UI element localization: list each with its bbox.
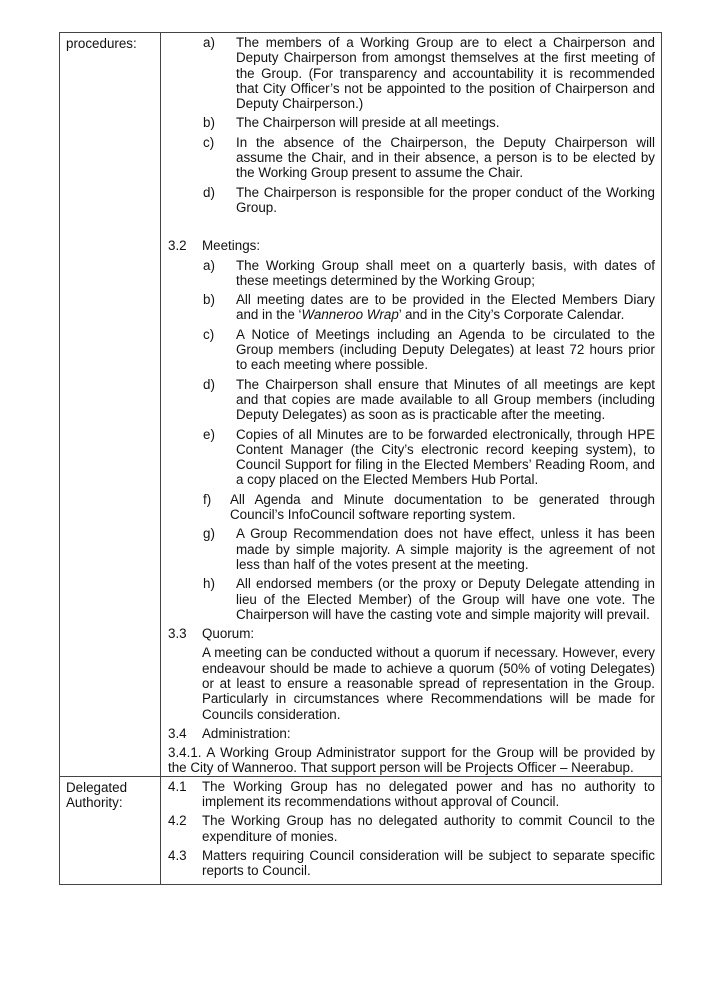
list-item: [168, 427, 655, 488]
delegated-authority-row: [60, 776, 662, 884]
section-heading-3-2: [168, 238, 655, 253]
section-heading-3-3: [168, 626, 655, 641]
section-heading-3-4: [168, 726, 655, 741]
list-item: [168, 258, 655, 289]
item-text: Copies of all Minutes are to be forwarded electronically, through HPE Content Manager (the City’s electronic record keeping system), to Council Support for filing in the Elected Members’ Reading Room, and a copy placed on the Elected Members Hub Portal.: [236, 426, 655, 488]
item-number: 4.3: [168, 847, 187, 863]
item-text: In the absence of the Chairperson, the Deputy Chairperson will assume the Chair, and in their absence, a person is to be elected by the Working Group present to assume the Chair.: [236, 134, 655, 181]
list-item: [168, 576, 655, 622]
item-text: The Working Group has no delegated authority to commit Council to the expenditure of monies.: [202, 813, 655, 844]
item-marker: d): [203, 376, 215, 392]
item-text-pre: All meeting dates are to be provided in the Elected Members Diary and in the ‘: [236, 292, 655, 323]
section-title: Administration:: [202, 725, 291, 741]
list-item: [168, 526, 655, 572]
item-marker: a): [203, 257, 215, 273]
item-marker: e): [203, 426, 215, 442]
section-title: Meetings:: [202, 238, 261, 254]
item-text: Matters requiring Council consideration will be subject to separate specific reports to Council.: [202, 847, 655, 879]
list-item: [168, 377, 655, 423]
item-number: 4.2: [168, 813, 187, 829]
item-text: All endorsed members (or the proxy or Deputy Delegate attending in lieu of the Elected Member) of the Group will have one vote. The Chairperson will have the casting vote and simple majority will prevail.: [236, 576, 655, 622]
section-title: Quorum:: [202, 626, 255, 642]
item-marker: b): [203, 115, 215, 131]
content-cell: [161, 776, 662, 884]
item-number: 4.1: [168, 778, 187, 794]
item-text: A Notice of Meetings including an Agenda to be circulated to the Group members (including Deputy Delegates) at least 72 hours prior to each meeting where possible.: [236, 326, 655, 373]
list-item: [168, 35, 655, 111]
section-number: 3.2: [168, 238, 187, 254]
item-text-italic: Wanneroo Wrap: [301, 307, 399, 323]
list-item: [168, 292, 655, 323]
numbered-item: [168, 779, 655, 810]
procedures-row: [60, 33, 662, 777]
terms-of-reference-table: [59, 32, 662, 885]
quorum-paragraph: A meeting can be conducted without a quorum if necessary. However, every endeavour should be made to achieve a quorum (50% of voting Delegates) or at least to ensure a reasonable spread of representation in the Group. Particularly in circumstances where Recommendations will be made for Councils consideration.: [202, 645, 655, 722]
item-text: The Chairperson is responsible for the proper conduct of the Working Group.: [236, 184, 655, 215]
list-item: [168, 185, 655, 216]
list-item: [168, 327, 655, 373]
list-item: [168, 492, 655, 523]
item-marker: c): [203, 134, 215, 150]
item-text: A Group Recommendation does not have effect, unless it has been made by simple majority. A simple majority is the agreement of not less than half of the votes present at the meeting.: [236, 526, 655, 572]
item-marker: d): [203, 184, 215, 200]
item-text: The Chairperson shall ensure that Minutes of all meetings are kept and that copies are made available to all Group members (including Deputy Delegates) as soon as is practicable after the meeting.: [236, 376, 655, 423]
administration-paragraph: 3.4.1. A Working Group Administrator support for the Group will be provided by the City of Wanneroo. That support person will be Projects Officer – Neerabup.: [168, 745, 655, 776]
item-marker: c): [203, 326, 215, 342]
item-text-post: ’ and in the City’s Corporate Calendar.: [398, 307, 625, 323]
item-marker: g): [203, 526, 215, 542]
item-text: The Working Group has no delegated power and has no authority to implement its recommendations without approval of Council.: [202, 778, 655, 810]
item-marker: h): [203, 576, 215, 592]
section-number: 3.4: [168, 725, 187, 741]
item-text: The Chairperson will preside at all meetings.: [236, 115, 500, 131]
list-item: [168, 135, 655, 181]
item-marker: b): [203, 292, 215, 308]
label-cell: [60, 33, 161, 777]
numbered-item: [168, 813, 655, 844]
item-marker: a): [203, 35, 215, 50]
item-text: The members of a Working Group are to elect a Chairperson and Deputy Chairperson from amongst themselves at the first meeting of the Group. (For transparency and accountability it is recommended that City Officer’s not be appointed to the position of Chairperson and Deputy Chairperson.): [236, 35, 655, 112]
list-item: [168, 115, 655, 130]
label-cell: [60, 776, 161, 884]
item-marker: f): [203, 491, 212, 507]
item-text: The Working Group shall meet on a quarterly basis, with dates of these meetings determined by the Working Group;: [236, 257, 655, 288]
section-number: 3.3: [168, 626, 187, 642]
row-label: Delegated Authority:: [66, 779, 128, 810]
item-text: All Agenda and Minute documentation to be generated through Council’s InfoCouncil software reporting system.: [230, 491, 655, 523]
numbered-item: [168, 848, 655, 879]
row-label: procedures:: [66, 36, 137, 51]
content-cell: [161, 33, 662, 777]
